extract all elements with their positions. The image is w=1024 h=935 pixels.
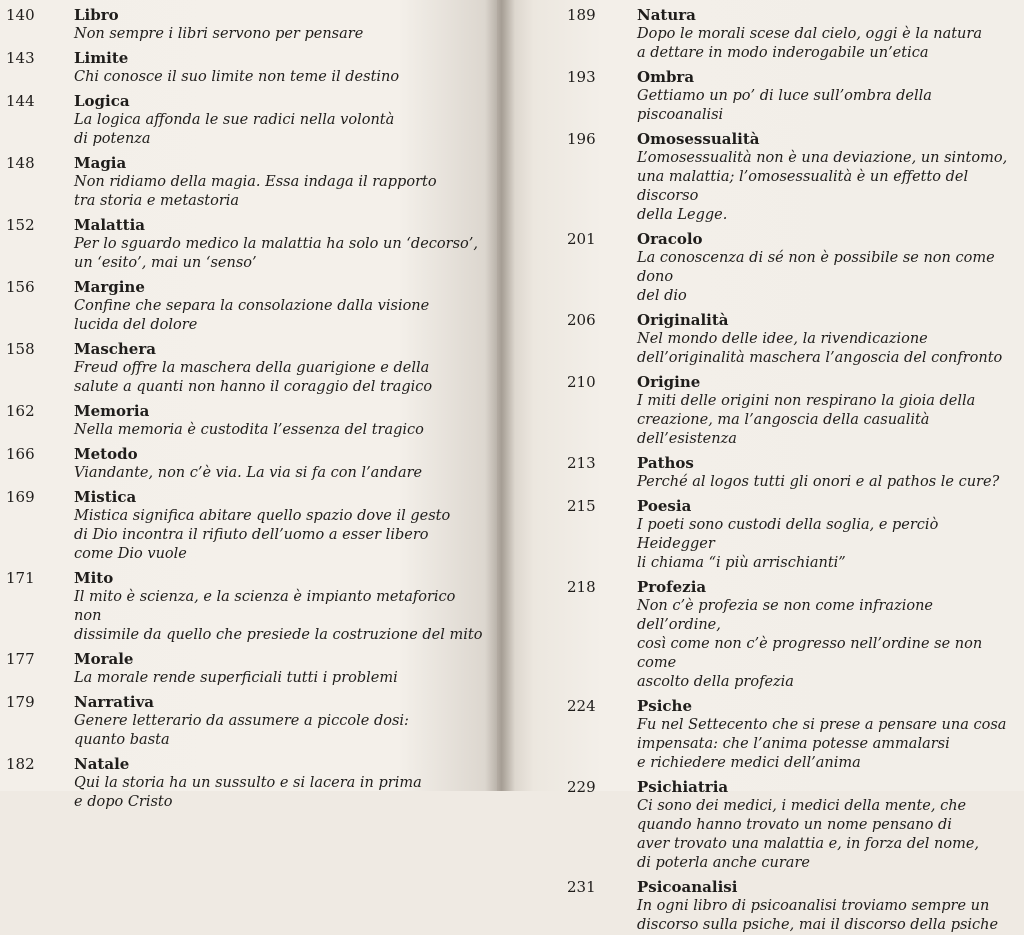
index-entry (6, 216, 486, 273)
entry-term: Omosessualità (637, 130, 760, 148)
index-entry (6, 92, 486, 149)
entry-term: Oracolo (637, 230, 703, 248)
entry-body (74, 278, 486, 335)
entry-term: Memoria (74, 402, 150, 420)
entry-term: Limite (74, 49, 129, 67)
entry-term: Psicoanalisi (637, 878, 738, 896)
entry-term: Natura (637, 6, 696, 24)
entry-page-number: 144 (6, 92, 35, 110)
entry-description: I miti delle origini non respirano la gioia della creazione, ma l’angoscia della casualità dell’esistenza (637, 393, 976, 447)
entry-description: La conoscenza di sé non è possibile se non come dono del dio (637, 250, 995, 304)
entry-body (637, 578, 1017, 692)
entry-page-number: 224 (567, 697, 596, 715)
entry-page-number: 158 (6, 340, 35, 358)
index-entry (6, 445, 486, 483)
index-entry (6, 569, 486, 645)
index-entry (567, 878, 1017, 935)
entry-page-number: 177 (6, 650, 35, 668)
entry-page-number: 162 (6, 402, 35, 420)
entry-body (637, 373, 1017, 449)
entry-page-number: 171 (6, 569, 35, 587)
left-entry-list (6, 6, 486, 812)
entry-term: Maschera (74, 340, 156, 358)
entry-description: La logica affonda le sue radici nella volontà di potenza (74, 112, 395, 147)
entry-description: L’omosessualità non è una deviazione, un sintomo, una malattia; l’omosessualità è un effetto del discorso della Legge. (637, 150, 1008, 223)
entry-body (637, 311, 1017, 368)
entry-body (637, 778, 1017, 873)
entry-term: Pathos (637, 454, 694, 472)
left-page (0, 0, 497, 810)
entry-description: Viandante, non c’è via. La via si fa con l’andare (74, 465, 423, 481)
entry-description: In ogni libro di psicoanalisi troviamo sempre un discorso sulla psiche, mai il discorso della psiche (637, 898, 999, 933)
index-entry (567, 497, 1017, 573)
entry-page-number: 169 (6, 488, 35, 506)
entry-description: Mistica significa abitare quello spazio dove il gesto di Dio incontra il rifiuto dell’uomo a esser libero come Dio vuole (74, 508, 451, 562)
entry-page-number: 179 (6, 693, 35, 711)
entry-body (74, 402, 486, 440)
entry-page-number: 143 (6, 49, 35, 67)
entry-term: Margine (74, 278, 145, 296)
entry-page-number: 189 (567, 6, 596, 24)
entry-term: Profezia (637, 578, 707, 596)
entry-description: Qui la storia ha un sussulto e si lacera in prima e dopo Cristo (74, 775, 422, 810)
index-entry (6, 6, 486, 44)
entry-body (74, 49, 486, 87)
index-entry (567, 454, 1017, 492)
entry-page-number: 210 (567, 373, 596, 391)
entry-body (74, 340, 486, 397)
book-gutter (485, 0, 515, 791)
index-entry (567, 373, 1017, 449)
entry-body (74, 693, 486, 750)
entry-description: I poeti sono custodi della soglia, e perciò Heidegger li chiama “i più arrischianti” (637, 517, 939, 571)
entry-description: Gettiamo un po’ di luce sull’ombra della piscoanalisi (637, 88, 932, 123)
entry-page-number: 166 (6, 445, 35, 463)
entry-body (74, 755, 486, 812)
right-page (497, 0, 1024, 933)
entry-body (74, 6, 486, 44)
entry-term: Malattia (74, 216, 146, 234)
entry-term: Morale (74, 650, 134, 668)
entry-body (74, 154, 486, 211)
entry-term: Mistica (74, 488, 137, 506)
index-entry (567, 697, 1017, 773)
entry-page-number: 140 (6, 6, 35, 24)
entry-term: Magia (74, 154, 127, 172)
entry-term: Natale (74, 755, 130, 773)
index-entry (567, 6, 1017, 63)
entry-body (637, 497, 1017, 573)
entry-body (74, 569, 486, 645)
entry-page-number: 213 (567, 454, 596, 472)
entry-body (74, 216, 486, 273)
entry-term: Origine (637, 373, 701, 391)
entry-description: La morale rende superficiali tutti i problemi (74, 670, 398, 686)
entry-page-number: 148 (6, 154, 35, 172)
entry-page-number: 156 (6, 278, 35, 296)
entry-term: Ombra (637, 68, 695, 86)
entry-body (637, 697, 1017, 773)
entry-page-number: 231 (567, 878, 596, 896)
entry-description: Chi conosce il suo limite non teme il destino (74, 69, 400, 85)
entry-term: Metodo (74, 445, 138, 463)
entry-description: Per lo sguardo medico la malattia ha solo un ‘decorso’, un ‘esito’, mai un ‘senso’ (74, 236, 478, 271)
entry-description: Freud offre la maschera della guarigione e della salute a quanti non hanno il coraggio del tragico (74, 360, 433, 395)
entry-description: Il mito è scienza, e la scienza è impianto metaforico non dissimile da quello che presiede la costruzione del mito (74, 589, 483, 643)
index-entry (567, 778, 1017, 873)
entry-page-number: 218 (567, 578, 596, 596)
entry-body (74, 650, 486, 688)
index-entry (6, 693, 486, 750)
entry-term: Psiche (637, 697, 693, 715)
entry-term: Narrativa (74, 693, 155, 711)
entry-term: Logica (74, 92, 130, 110)
entry-page-number: 196 (567, 130, 596, 148)
entry-body (637, 230, 1017, 306)
entry-body (637, 878, 1017, 935)
index-entry (6, 755, 486, 812)
index-entry (6, 488, 486, 564)
entry-page-number: 182 (6, 755, 35, 773)
entry-term: Libro (74, 6, 119, 24)
entry-description: Nella memoria è custodita l’essenza del tragico (74, 422, 424, 438)
index-entry (6, 650, 486, 688)
entry-body (74, 445, 486, 483)
entry-body (74, 488, 486, 564)
entry-description: Ci sono dei medici, i medici della mente, che quando hanno trovato un nome pensano di aver trovato una malattia e, in forza del nome, di poterla anche curare (637, 798, 980, 871)
index-entry (6, 49, 486, 87)
entry-description: Non c’è profezia se non come infrazione dell’ordine, così come non c’è progresso nell’ordine se non come ascolto della profezia (637, 598, 983, 690)
index-entry (6, 154, 486, 211)
entry-body (637, 130, 1017, 225)
entry-description: Fu nel Settecento che si prese a pensare una cosa impensata: che l’anima potesse ammalarsi e richiedere medici dell’anima (637, 717, 1007, 771)
right-entry-list (567, 6, 1017, 935)
entry-body (637, 68, 1017, 125)
entry-body (637, 6, 1017, 63)
entry-description: Nel mondo delle idee, la rivendicazione dell’originalità maschera l’angoscia del confronto (637, 331, 1003, 366)
entry-page-number: 206 (567, 311, 596, 329)
entry-description: Perché al logos tutti gli onori e al pathos le cure? (637, 474, 1000, 490)
index-entry (567, 130, 1017, 225)
index-entry (6, 278, 486, 335)
entry-description: Genere letterario da assumere a piccole dosi: quanto basta (74, 713, 409, 748)
entry-description: Confine che separa la consolazione dalla visione lucida del dolore (74, 298, 430, 333)
entry-page-number: 152 (6, 216, 35, 234)
entry-term: Poesia (637, 497, 692, 515)
entry-page-number: 201 (567, 230, 596, 248)
entry-description: Non sempre i libri servono per pensare (74, 26, 364, 42)
entry-term: Originalità (637, 311, 729, 329)
entry-page-number: 193 (567, 68, 596, 86)
entry-page-number: 229 (567, 778, 596, 796)
index-entry (6, 340, 486, 397)
index-entry (567, 68, 1017, 125)
entry-term: Psichiatria (637, 778, 729, 796)
index-entry (567, 230, 1017, 306)
entry-description: Dopo le morali scese dal cielo, oggi è la natura a dettare in modo inderogabile un’etica (637, 26, 982, 61)
entry-body (637, 454, 1017, 492)
entry-description: Non ridiamo della magia. Essa indaga il rapporto tra storia e metastoria (74, 174, 437, 209)
index-entry (567, 311, 1017, 368)
index-entry (6, 402, 486, 440)
index-entry (567, 578, 1017, 692)
entry-term: Mito (74, 569, 114, 587)
entry-page-number: 215 (567, 497, 596, 515)
entry-body (74, 92, 486, 149)
